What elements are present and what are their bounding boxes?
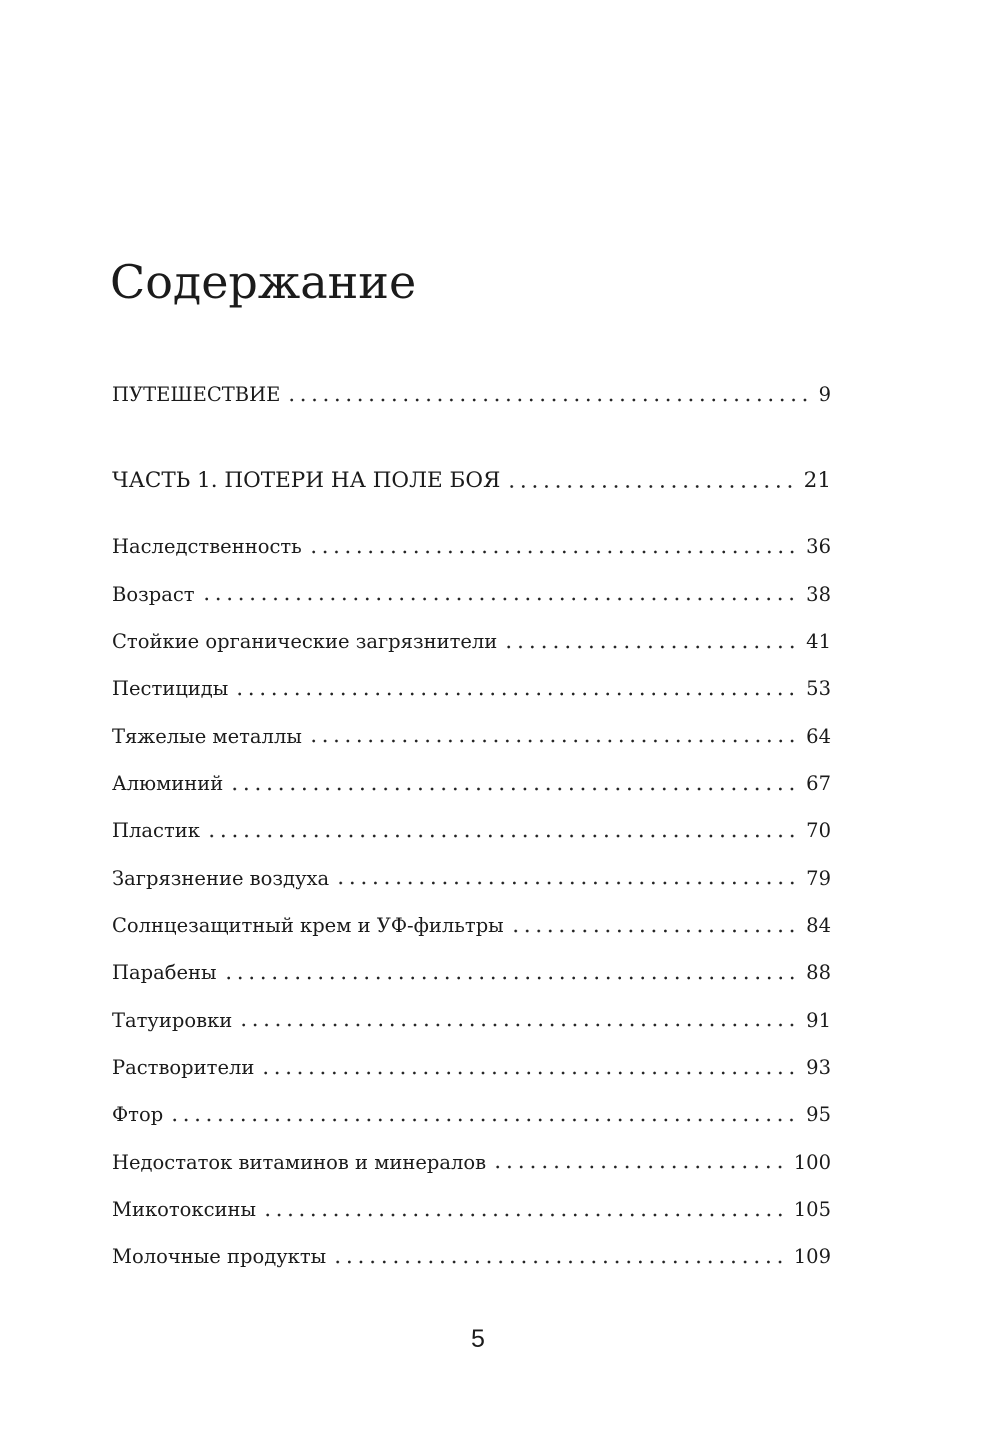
toc-entry[interactable] (112, 855, 831, 902)
dot-leader (201, 597, 799, 601)
dot-leader (510, 929, 798, 933)
page-number: 5 (471, 1325, 485, 1353)
toc-section-page: 9 (818, 383, 831, 407)
toc-entry[interactable] (112, 618, 831, 665)
dot-leader (229, 787, 798, 791)
toc-entry-page: 53 (806, 677, 831, 701)
toc-part-heading[interactable] (112, 457, 831, 504)
dot-leader (234, 692, 798, 696)
dot-leader (262, 1213, 786, 1217)
toc-entry-page: 70 (806, 819, 831, 843)
toc-entry-label: Микотоксины (112, 1197, 257, 1221)
toc-entry-page: 79 (806, 866, 831, 890)
toc-entry-page: 41 (806, 629, 831, 653)
toc-entry[interactable] (112, 523, 831, 570)
toc-entry-page: 38 (806, 582, 831, 606)
toc-entry-page: 95 (806, 1103, 831, 1127)
dot-leader (260, 1071, 798, 1075)
toc-entry[interactable] (112, 760, 831, 807)
dot-leader (332, 1260, 786, 1264)
dot-leader (308, 739, 798, 743)
toc-entry-page: 105 (793, 1197, 831, 1221)
toc-entry-page: 36 (806, 535, 831, 559)
toc-entry-page: 67 (806, 771, 831, 795)
toc-entry-label: Фтор (112, 1103, 164, 1127)
toc-entry-label: Наследственность (112, 535, 302, 559)
dot-leader (169, 1118, 798, 1122)
toc-entry-label: Загрязнение воздуха (112, 866, 330, 890)
toc-entry-label: Парабены (112, 961, 217, 985)
toc-entry[interactable] (112, 902, 831, 949)
toc-entry-list (112, 523, 831, 1280)
dot-leader (335, 881, 798, 885)
toc-entry-label: Тяжелые металлы (112, 724, 302, 748)
toc-entry-label: Возраст (112, 582, 195, 606)
dot-leader (506, 484, 795, 488)
dot-leader (238, 1023, 798, 1027)
toc-entry-label: Молочные продукты (112, 1245, 327, 1269)
toc-entry-page: 64 (806, 724, 831, 748)
toc-entry-page: 93 (806, 1055, 831, 1079)
toc-section[interactable] (112, 371, 831, 418)
toc-entry-label: Недостаток витаминов и минералов (112, 1150, 487, 1174)
toc-section-label: ПУТЕШЕСТВИЕ (112, 383, 281, 407)
toc-entry[interactable] (112, 1091, 831, 1138)
toc-entry[interactable] (112, 1139, 831, 1186)
page-title: Содержание (110, 255, 417, 309)
toc-entry[interactable] (112, 949, 831, 996)
toc-entry-label: Солнцезащитный крем и УФ-фильтры (112, 913, 504, 937)
toc-entry-page: 91 (806, 1008, 831, 1032)
toc-entry-page: 88 (806, 961, 831, 985)
toc-entry[interactable] (112, 997, 831, 1044)
toc-entry[interactable] (112, 1186, 831, 1233)
toc-entry-label: Татуировки (112, 1008, 233, 1032)
dot-leader (286, 398, 810, 402)
toc-entry[interactable] (112, 1233, 831, 1280)
toc-entry[interactable] (112, 1044, 831, 1091)
dot-leader (223, 976, 799, 980)
toc-entry-page: 109 (793, 1245, 831, 1269)
toc-entry-label: Алюминий (112, 771, 224, 795)
toc-entry[interactable] (112, 807, 831, 854)
toc-entry[interactable] (112, 571, 831, 618)
toc-entry-label: Пластик (112, 819, 200, 843)
toc-entry-label: Стойкие органические загрязнители (112, 629, 498, 653)
dot-leader (206, 834, 798, 838)
dot-leader (492, 1165, 786, 1169)
toc-entry[interactable] (112, 713, 831, 760)
toc-entry-label: Пестициды (112, 677, 229, 701)
toc-entry[interactable] (112, 665, 831, 712)
toc-entry-page: 100 (793, 1150, 831, 1174)
toc-entry-label: Растворители (112, 1055, 255, 1079)
toc-part-label: ЧАСТЬ 1. ПОТЕРИ НА ПОЛЕ БОЯ (112, 468, 501, 494)
dot-leader (308, 550, 798, 554)
toc-entry-page: 84 (806, 913, 831, 937)
toc-part-page: 21 (803, 468, 831, 494)
dot-leader (503, 645, 798, 649)
